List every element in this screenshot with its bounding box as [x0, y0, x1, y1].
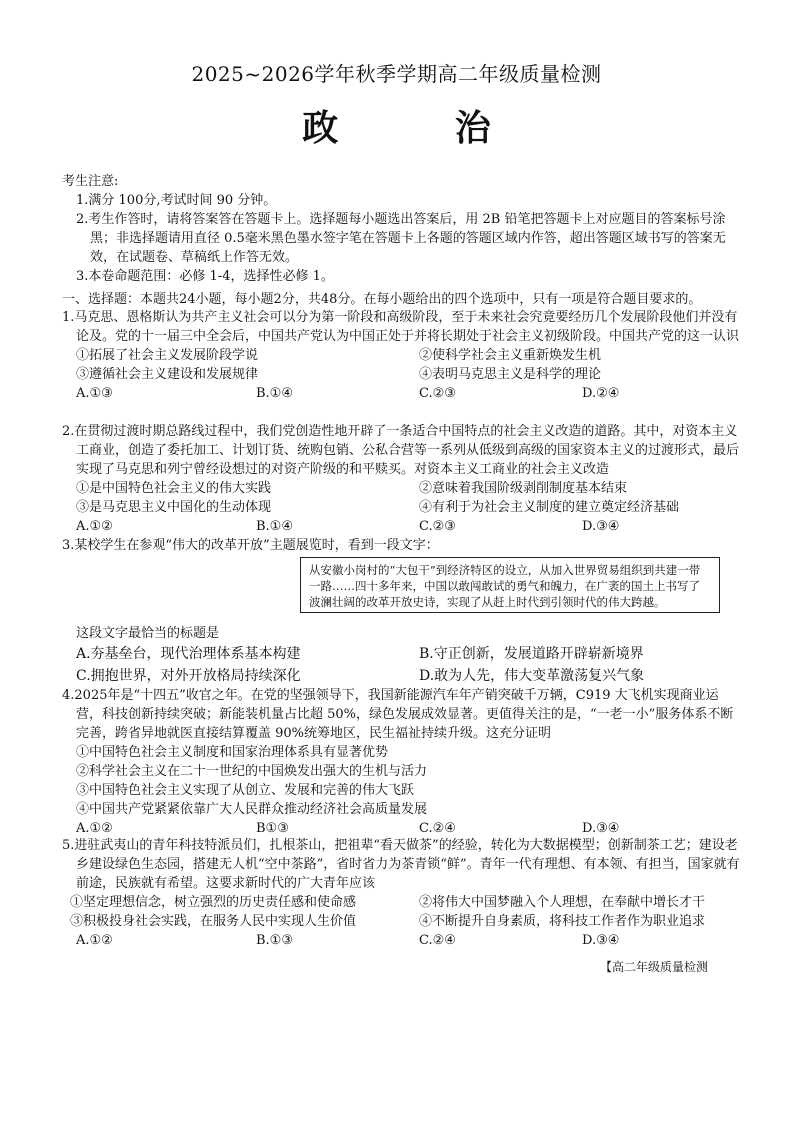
choice-a[interactable]: A.①③ [76, 386, 113, 401]
choice-c[interactable]: C.②④ [419, 933, 456, 948]
choice-b[interactable]: B①③ [256, 821, 289, 836]
question-3-body [76, 624, 736, 687]
statement: ③是马克思主义中国化的生动体现 [76, 500, 272, 515]
question-4 [62, 686, 742, 838]
statement: ①中国特色社会主义制度和国家治理体系具有显著优势 [76, 745, 389, 760]
question-2 [62, 422, 742, 536]
subject-title: 政 治 [302, 107, 543, 149]
choice-c[interactable]: C.②③ [419, 386, 456, 401]
section-heading: 一、选择题：本题共24小题，每小题2分，共48分。在每小题给出的四个选项中，只有一项是符合题目要求的。 [62, 292, 702, 307]
statement: ②意味着我国阶级剥削制度基本结束 [419, 481, 628, 496]
choice-d[interactable]: D.③④ [582, 821, 620, 836]
question-stem: 2.在贯彻过渡时期总路线过程中，我们党创造性地开辟了一条适合中国特点的社会主义改造的道路。其中，对资本主义工商业，创造了委托加工、计划订货、统购包销、公私合营等一系列从低级到高级的国家资本主义的过渡形式，最后实现了马克思和列宁曾经设想过的对资产阶级的和平赎买。对资本主义工商业的社会主义改造 [62, 424, 740, 477]
choice-b[interactable]: B.①④ [256, 519, 293, 534]
note-item-1: 1.满分 100分,考试时间 90 分钟。 [76, 193, 277, 208]
statement: ④中国共产党紧紧依靠广大人民群众推动经济社会高质量发展 [76, 802, 428, 817]
note-item-2: 2.考生作答时，请将答案答在答题卡上。选择题每小题选出答案后，用 2B 铅笔把答题卡上对应题目的答案标号涂黑；非选择题请用直径 0.5毫米黑色墨水签字笔在答题卡上各题的答题区域内作答，超出答题区域书写的答案无效，在试题卷、草稿纸上作答无效。 [76, 212, 726, 265]
statement: ②科学社会主义在二十一世纪的中国焕发出强大的生机与活力 [76, 764, 428, 779]
note-item-3: 3.本卷命题范围：必修 1-4，选择性必修 1。 [76, 269, 334, 284]
choice-a[interactable]: A.夯基垒台，现代治理体系基本构建 [76, 646, 301, 662]
statement: ③中国特色社会主义实现了从创立、发展和完善的伟大飞跃 [76, 783, 415, 798]
statement: ④有利于为社会主义制度的建立奠定经济基础 [419, 500, 680, 515]
footer-label: 【高二年级质量检测 [600, 960, 709, 974]
question-ask: 这段文字最恰当的标题是 [76, 626, 220, 641]
statement: ②将伟大中国梦融入个人理想，在奉献中增长才干 [419, 895, 706, 910]
question-stem: 4.2025年是“十四五”收官之年。在党的坚强领导下，我国新能源汽车年产销突破千万辆，C919 大飞机实现商业运营，科技创新持续突破；新能装机量占比超 50%，绿色发展成效显著。更值得关注的是，“一老一小”服务体系不断完善，跨省异地就医直接结算覆盖 90%统筹地区，民生福祉持续升级。这充分证明 [62, 688, 734, 741]
statement: ③遵循社会主义建设和发展规律 [76, 367, 259, 382]
choice-b[interactable]: B.①③ [256, 933, 293, 948]
choice-a[interactable]: A.①② [76, 933, 113, 948]
choice-a[interactable]: A.①② [76, 821, 113, 836]
question-stem: 5.进驻武夷山的青年科技特派员们，扎根茶山，把祖辈“看天做茶”的经验，转化为大数据模型；创新制茶工艺；建设老乡建设绿色生态园，搭建无人机“空中茶路”，省时省力为茶青锁“鲜”。青年一代有理想、有本领、有担当，国家就有前途，民族就有希望。这要求新时代的广大青年应该 [62, 838, 740, 891]
choice-d[interactable]: D.②④ [582, 386, 620, 401]
choice-c[interactable]: C.②③ [419, 519, 456, 534]
question-1 [62, 308, 742, 403]
candidate-notes [62, 172, 742, 286]
question-5 [62, 836, 742, 950]
exam-title: 2025~2026学年秋季学期高二年级质量检测 [191, 62, 602, 86]
question-3-stem: 3.某校学生在参观“伟大的改革开放”主题展览时，看到一段文字： [62, 538, 439, 553]
choice-c[interactable]: C.②④ [419, 821, 456, 836]
statement: ④表明马克思主义是科学的理论 [419, 367, 602, 382]
choice-d[interactable]: D.敢为人先，伟大变革激荡复兴气象 [419, 668, 645, 684]
choice-d[interactable]: D.③④ [582, 519, 620, 534]
statement: ②使科学社会主义重新焕发生机 [419, 348, 602, 363]
statement: ①是中国特色社会主义的伟大实践 [76, 481, 272, 496]
statement: ③积极投身社会实践，在服务人民中实现人生价值 [70, 914, 357, 929]
choice-d[interactable]: D.③④ [582, 933, 620, 948]
choice-b[interactable]: B.守正创新，发展道路开辟崭新境界 [419, 646, 644, 662]
statement: ①拓展了社会主义发展阶段学说 [76, 348, 259, 363]
quoted-passage-box: 从安徽小岗村的“大包干”到经济特区的设立，从加入世界贸易组织到共建一带一路……四十多年来，中国以敢闯敢试的勇气和魄力，在广袤的国土上书写了波澜壮阔的改革开放史诗，实现了从赶上时代到引领时代的伟大跨越。 [300, 557, 720, 613]
question-stem: 1.马克思、恩格斯认为共产主义社会可以分为第一阶段和高级阶段，至于未来社会究竟要经历几个发展阶段他们并没有论及。党的十一届三中全会后，中国共产党认为中国正处于并将长期处于社会主义初级阶段。中国共产党的这一认识 [62, 310, 740, 344]
notes-heading: 考生注意: [62, 174, 119, 189]
choice-b[interactable]: B.①④ [256, 386, 293, 401]
statement: ①坚定理想信念，树立强烈的历史责任感和使命感 [70, 895, 357, 910]
choice-a[interactable]: A.①② [76, 519, 113, 534]
choice-c[interactable]: C.拥抱世界，对外开放格局持续深化 [76, 668, 301, 684]
statement: ④不断提升自身素质，将科技工作者作为职业追求 [419, 914, 706, 929]
